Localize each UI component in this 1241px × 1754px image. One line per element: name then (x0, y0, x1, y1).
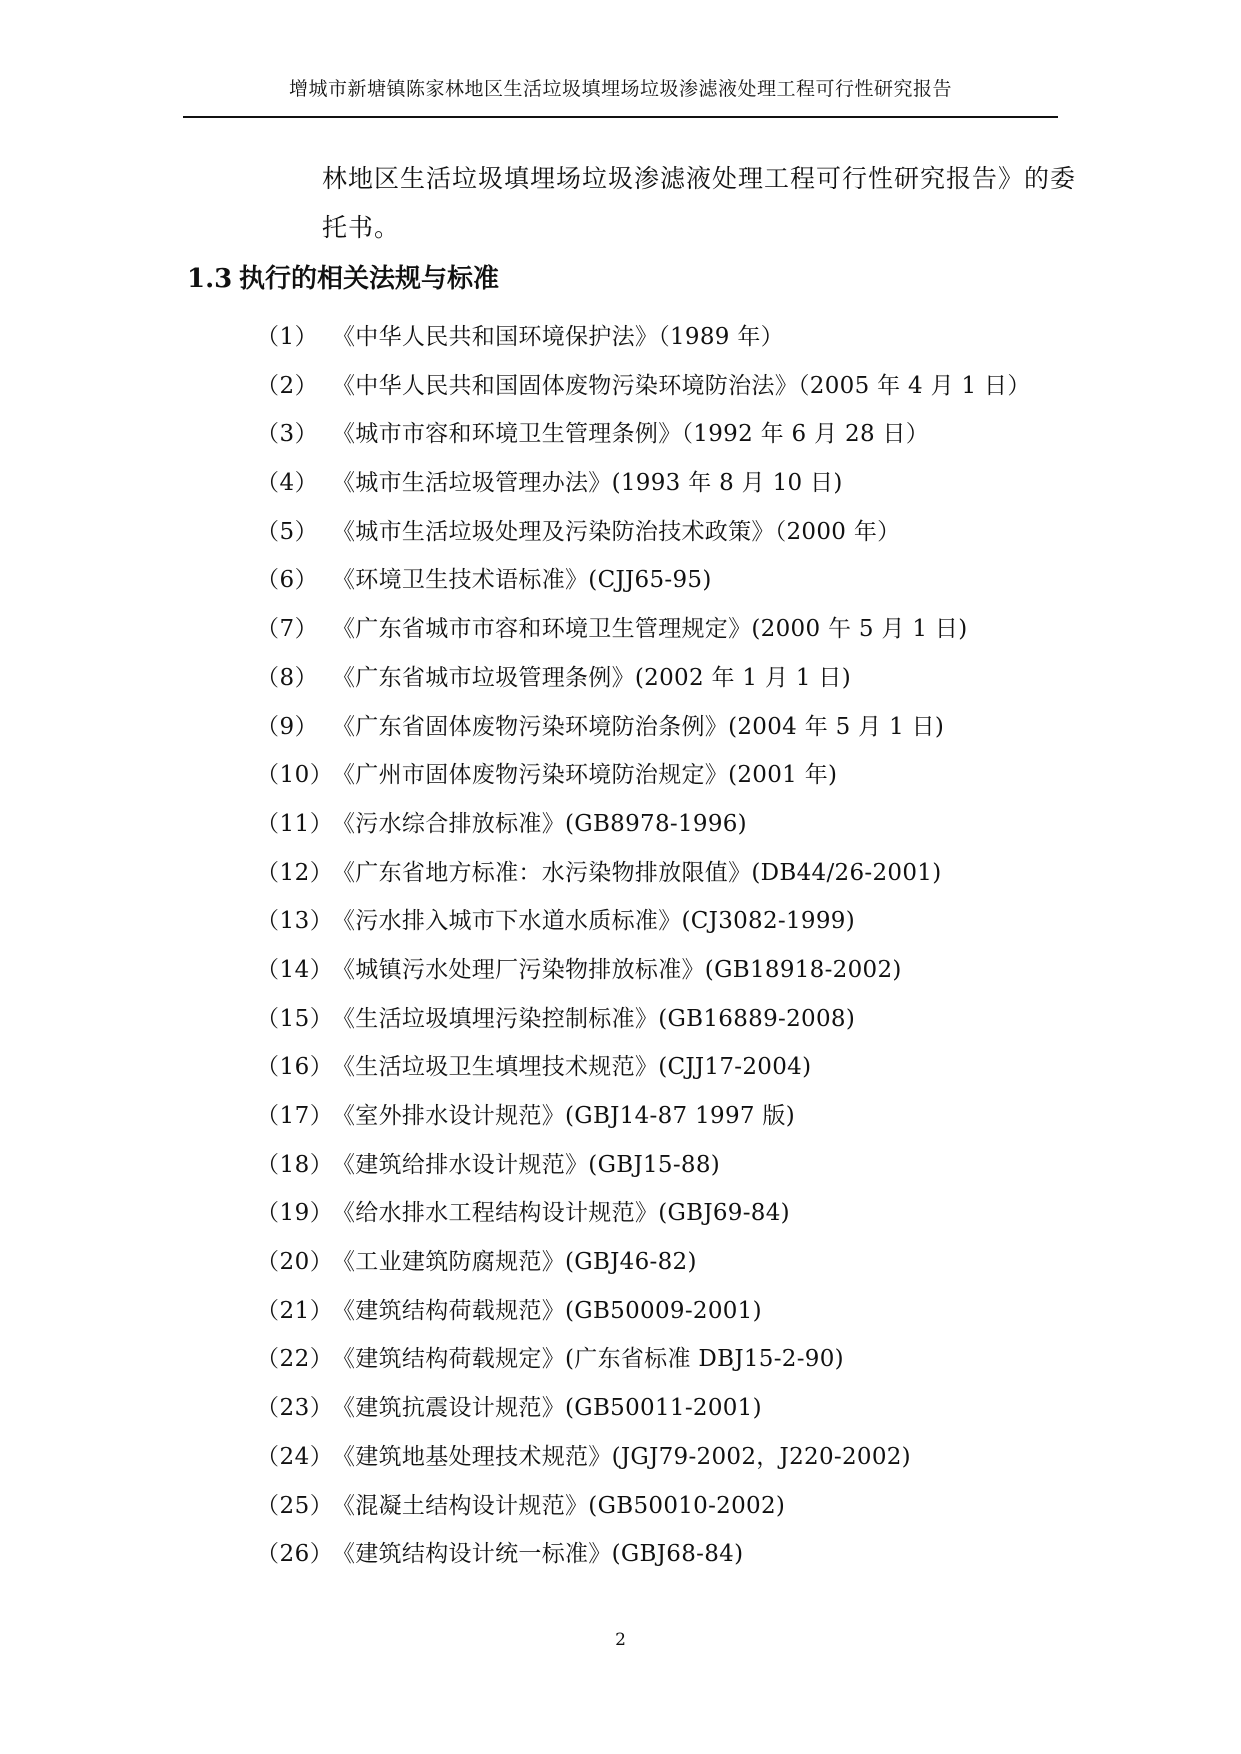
item-index: （23） (256, 1395, 334, 1422)
item-index: （3） (256, 421, 319, 448)
list-item (256, 854, 1031, 903)
list-item (256, 1535, 1031, 1584)
paragraph-line: 林地区生活垃圾填埋场垃圾渗滤液处理工程可行性研究报告》的委 (322, 164, 1077, 193)
item-index: （25） (256, 1492, 334, 1519)
item-text: 《给水排水工程结构设计规范》(GBJ69-84) (332, 1200, 790, 1227)
item-index: （1） (256, 324, 319, 350)
item-index: （12） (256, 859, 334, 886)
list-item (256, 805, 1031, 854)
item-index: （13） (256, 908, 334, 935)
item-text: 《生活垃圾卫生填埋技术规范》(CJJ17-2004) (332, 1054, 812, 1081)
item-text: 《工业建筑防腐规范》(GBJ46-82) (332, 1249, 697, 1276)
list-item (256, 1438, 1031, 1487)
list-item (256, 659, 1031, 708)
item-text: 《广州市固体废物污染环境防治规定》(2001 年) (332, 762, 838, 789)
item-index: （22） (256, 1346, 334, 1373)
item-text: 《中华人民共和国固体废物污染环境防治法》（2005 年 4 月 1 日） (332, 372, 1031, 399)
list-item (256, 1194, 1031, 1243)
list-item (256, 1243, 1031, 1292)
item-index: （14） (256, 956, 334, 983)
header-divider (183, 116, 1058, 118)
list-item (256, 902, 1031, 951)
item-index: （19） (256, 1200, 334, 1227)
item-text: 《生活垃圾填埋污染控制标准》(GB16889-2008) (332, 1005, 856, 1032)
item-text: 《污水综合排放标准》(GB8978-1996) (332, 810, 747, 837)
item-text: 《广东省地方标准：水污染物排放限值》(DB44/26-2001) (332, 859, 942, 886)
item-index: （16） (256, 1054, 334, 1081)
list-item (256, 1048, 1031, 1097)
list-item (256, 708, 1031, 757)
item-text: 《广东省城市垃圾管理条例》(2002 年 1 月 1 日) (332, 664, 852, 691)
item-text: 《城市生活垃圾管理办法》(1993 年 8 月 10 日) (332, 470, 843, 497)
item-index: （2） (256, 372, 319, 399)
item-index: （20） (256, 1249, 334, 1276)
item-index: （26） (256, 1541, 334, 1568)
item-text: 《城镇污水处理厂污染物排放标准》(GB18918-2002) (332, 956, 902, 983)
item-text: 《建筑地基处理技术规范》(JGJ79-2002，J220-2002) (332, 1443, 911, 1470)
item-text: 《混凝土结构设计规范》(GB50010-2002) (332, 1492, 786, 1519)
item-index: （21） (256, 1297, 334, 1324)
item-index: （18） (256, 1151, 334, 1178)
list-item (256, 415, 1031, 464)
section-number: 1.3 (187, 264, 233, 294)
regulations-list (256, 318, 1031, 1584)
body-paragraph (322, 154, 1077, 252)
item-index: （10） (256, 762, 334, 789)
paragraph-line: 托书。 (322, 213, 401, 242)
list-item (256, 1097, 1031, 1146)
list-item (256, 610, 1031, 659)
item-index: （15） (256, 1005, 334, 1032)
list-item (256, 464, 1031, 513)
item-text: 《环境卫生技术语标准》(CJJ65-95) (332, 567, 712, 594)
item-index: （6） (256, 567, 319, 594)
item-index: （5） (256, 518, 319, 545)
list-item (256, 756, 1031, 805)
section-title: 执行的相关法规与标准 (239, 264, 500, 294)
list-item (256, 1000, 1031, 1049)
item-index: （8） (256, 664, 319, 691)
item-index: （4） (256, 470, 319, 497)
item-index: （9） (256, 713, 319, 740)
item-text: 《建筑结构荷载规范》(GB50009-2001) (332, 1297, 762, 1324)
item-index: （24） (256, 1443, 334, 1470)
list-item (256, 1487, 1031, 1536)
item-text: 《建筑结构荷载规定》(广东省标准 DBJ15-2-90) (332, 1346, 844, 1373)
list-item (256, 1340, 1031, 1389)
list-item (256, 951, 1031, 1000)
item-text: 《城市生活垃圾处理及污染防治技术政策》（2000 年） (332, 518, 901, 545)
item-text: 《中华人民共和国环境保护法》（1989 年） (332, 324, 784, 350)
list-item (256, 1146, 1031, 1195)
list-item (256, 367, 1031, 416)
list-item (256, 318, 1031, 367)
item-text: 《城市市容和环境卫生管理条例》（1992 年 6 月 28 日） (332, 421, 930, 448)
item-text: 《建筑给排水设计规范》(GBJ15-88) (332, 1151, 721, 1178)
section-heading (187, 264, 499, 295)
page-number: 2 (615, 1630, 626, 1650)
item-index: （11） (256, 810, 334, 837)
item-text: 《污水排入城市下水道水质标准》(CJ3082-1999) (332, 908, 856, 935)
item-text: 《广东省固体废物污染环境防治条例》(2004 年 5 月 1 日) (332, 713, 945, 740)
list-item (256, 1292, 1031, 1341)
list-item (256, 513, 1031, 562)
item-text: 《室外排水设计规范》(GBJ14-87 1997 版) (332, 1103, 796, 1129)
list-item (256, 561, 1031, 610)
item-text: 《广东省城市市容和环境卫生管理规定》(2000 午 5 月 1 日) (332, 616, 968, 643)
list-item (256, 1389, 1031, 1438)
item-text: 《建筑抗震设计规范》(GB50011-2001) (332, 1395, 762, 1422)
running-header: 增城市新塘镇陈家林地区生活垃圾填埋场垃圾渗滤液处理工程可行性研究报告 (288, 78, 952, 100)
item-index: （17） (256, 1103, 334, 1129)
item-index: （7） (256, 616, 319, 643)
item-text: 《建筑结构设计统一标准》(GBJ68-84) (332, 1541, 744, 1568)
